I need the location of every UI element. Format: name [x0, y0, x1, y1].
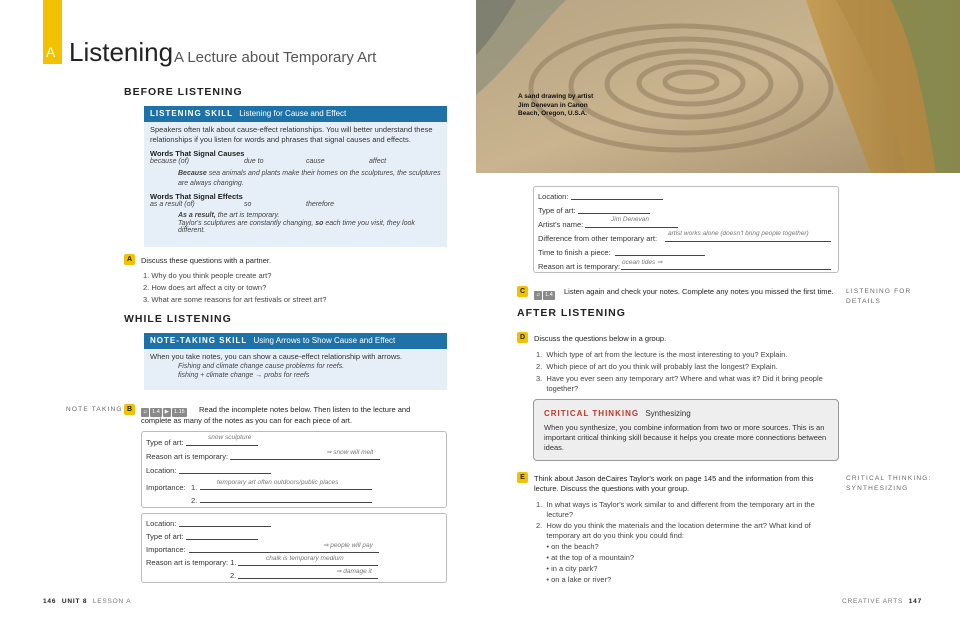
- exercise-a-badge: A: [124, 254, 135, 265]
- card1-reason-label: Reason art is temporary:: [146, 452, 229, 461]
- e-bullet: • at the top of a mountain?: [536, 553, 635, 562]
- exercise-e-instruction-1: Think about Jason deCaires Taylor's work on page 145 and the information from this: [534, 474, 814, 483]
- card3-time-label: Time to finish a piece:: [538, 248, 611, 257]
- cause-word: due to: [244, 158, 264, 165]
- cause-example: Because sea animals and plants make their homes on the sculptures, the sculptures are always changing.: [178, 170, 441, 187]
- question-item: 2. How does art affect a city or town?: [143, 283, 267, 292]
- lesson-label: LESSON A: [92, 598, 132, 605]
- card1-imp2-field[interactable]: [200, 494, 372, 503]
- note-taking-side-label: NOTE TAKING: [66, 406, 123, 413]
- track-number-video: 1.15: [174, 409, 185, 416]
- after-listening-heading: AFTER LISTENING: [517, 307, 626, 319]
- note-skill-example-1: Fishing and climate change cause problems for reefs.: [178, 363, 345, 370]
- card2-importance-label: Importance:: [146, 545, 186, 554]
- card1-imp1-answer: temporary art often outdoors/public places: [217, 479, 339, 486]
- listening-skill-intro: Speakers often talk about cause-effect relationships. You will better understand these relationships if you listen for words and phrases that signal causes and effects.: [150, 125, 433, 144]
- card1-type-answer: snow sculpture: [208, 434, 252, 441]
- photo-caption: A sand drawing by artist Jim Denevan in Canon Beach, Oregon, U.S.A.: [518, 93, 594, 117]
- effect-example-1: As a result, the art is temporary.: [178, 212, 280, 219]
- e-line: 1. In what ways is Taylor's work similar to and different from the temporary art in the: [536, 500, 815, 509]
- cause-word: because (of): [150, 158, 189, 165]
- listening-skill-title: Listening for Cause and Effect: [239, 109, 347, 118]
- cause-word: affect: [369, 158, 387, 165]
- critical-thinking-text: When you synthesize, you combine information from two or more sources. This is an important critical thinking skill because it helps you create more connections between ideas.: [544, 423, 827, 452]
- sand-drawing-photo: [476, 0, 960, 173]
- note-skill-intro: When you take notes, you can show a cause-effect relationship with arrows.: [150, 352, 403, 361]
- card1-imp1-num: 1.: [191, 483, 198, 492]
- note-skill-title: Using Arrows to Show Cause and Effect: [253, 336, 396, 345]
- card1-location-field[interactable]: [179, 465, 271, 474]
- card3-reason-label: Reason art is temporary:: [538, 262, 621, 271]
- exercise-b-badge: B: [124, 404, 135, 415]
- e-line: temporary art do you think you could find:: [536, 531, 684, 540]
- listening-skill-tag: LISTENING SKILL: [150, 109, 233, 118]
- headphones-icon: ♫: [143, 409, 148, 416]
- listening-skill-box: [144, 106, 447, 247]
- question-item: 1. Which type of art from the lecture is the most interesting to you? Explain.: [536, 350, 788, 359]
- card2-reason-label: Reason art is temporary: 1.: [146, 558, 237, 567]
- card1-location-label: Location:: [146, 466, 177, 475]
- question-item-cont: together?: [536, 384, 579, 393]
- question-item: 2. Which piece of art do you think will probably last the longest? Explain.: [536, 362, 778, 371]
- critical-thinking-header: [544, 409, 691, 418]
- listening-skill-header: [144, 106, 447, 122]
- card3-type-field[interactable]: [578, 205, 650, 214]
- card1-reason-answer: ⇒ snow will melt: [326, 449, 374, 456]
- e-line: 2. How do you think the materials and the location determine the art? What kind of: [536, 521, 811, 530]
- listening-details-side-label: LISTENING FOR DETAILS: [846, 288, 912, 305]
- exercise-a-instruction: Discuss these questions with a partner.: [141, 256, 272, 265]
- card2-type-label: Type of art:: [146, 532, 184, 541]
- critical-thinking-side-label: CRITICAL THINKING: SYNTHESIZING: [846, 475, 932, 492]
- unit-label: UNIT 8: [61, 598, 88, 605]
- card2-importance-answer: ⇒ people will pay: [323, 542, 373, 549]
- beach-spiral-image: [476, 0, 960, 173]
- effect-word: therefore: [306, 201, 335, 208]
- lesson-letter: A: [46, 44, 56, 60]
- critical-thinking-title: Synthesizing: [645, 409, 691, 418]
- card3-time-field[interactable]: [615, 247, 705, 256]
- card3-type-label: Type of art:: [538, 206, 576, 215]
- e-line: lecture?: [536, 510, 574, 519]
- exercise-d-instruction: Discuss the questions below in a group.: [534, 334, 667, 343]
- card3-reason-answer: ocean tides ⇒: [622, 259, 663, 266]
- question-item: 3. What are some reasons for art festivals or street art?: [143, 295, 327, 304]
- track-number: 1.4: [152, 409, 160, 416]
- question-item: 3. Have you ever seen any temporary art? Where and what was it? Did it bring people: [536, 374, 823, 383]
- effect-word: as a result (of): [150, 201, 195, 208]
- effects-heading: Words That Signal Effects: [150, 192, 243, 201]
- chapter-label: CREATIVE ARTS: [842, 598, 904, 605]
- page-subtitle: A Lecture about Temporary Art: [174, 49, 377, 66]
- card3-diff-label: Difference from other temporary art:: [538, 234, 658, 243]
- left-page-number: 146: [43, 598, 57, 605]
- exercise-c-instruction: Listen again and check your notes. Complete any notes you missed the first time.: [564, 287, 834, 296]
- exercise-e-instruction-2: lecture. Discuss the questions with your group.: [534, 484, 690, 493]
- card2-location-label: Location:: [146, 519, 177, 528]
- card1-imp2-num: 2.: [191, 496, 198, 505]
- note-skill-header: [144, 333, 447, 349]
- exercise-b-instruction: Read the incomplete notes below. Then listen to the lecture and complete as many of the notes as you can for each piece of art.: [141, 405, 411, 425]
- card2-reason2-answer: ⇒ damage it: [336, 568, 372, 575]
- headphones-icon: ♫: [536, 292, 541, 299]
- right-page-number: 147: [908, 598, 922, 605]
- exercise-c-audio: [534, 287, 556, 305]
- effect-example-2: Taylor's sculptures are constantly changing, so each time you visit, they look different.: [178, 220, 415, 234]
- before-listening-heading: BEFORE LISTENING: [124, 86, 243, 98]
- note-skill-tag: NOTE-TAKING SKILL: [150, 336, 248, 345]
- card1-type-label: Type of art:: [146, 438, 184, 447]
- causes-heading: Words That Signal Causes: [150, 149, 245, 158]
- card2-type-field[interactable]: [186, 531, 258, 540]
- card3-location-field[interactable]: [571, 191, 663, 200]
- card3-name-answer: Jim Denevan: [611, 216, 649, 223]
- track-number: 1.4: [545, 292, 553, 299]
- card2-reason2-num: 2.: [230, 571, 237, 580]
- critical-thinking-tag: CRITICAL THINKING: [544, 409, 640, 418]
- exercise-e-badge: E: [517, 472, 528, 483]
- card1-importance-label: Importance:: [146, 483, 186, 492]
- e-bullet: • on the beach?: [536, 542, 599, 551]
- card3-name-label: Artist's name:: [538, 220, 584, 229]
- cause-word: cause: [306, 158, 325, 165]
- question-item: 1. Why do you think people create art?: [143, 271, 272, 280]
- card2-location-field[interactable]: [179, 518, 271, 527]
- exercise-d-badge: D: [517, 332, 528, 343]
- e-bullet: • on a lake or river?: [536, 575, 612, 584]
- exercise-c-badge: C: [517, 286, 528, 297]
- effect-word: so: [244, 201, 252, 208]
- e-bullet: • in a city park?: [536, 564, 598, 573]
- card3-diff-answer: artist works alone (doesn't bring people together): [668, 230, 809, 237]
- page-title: Listening: [69, 37, 174, 67]
- note-taking-skill-box: [144, 333, 447, 390]
- card2-reason1-answer: chalk is temporary medium: [266, 555, 344, 562]
- card3-location-label: Location:: [538, 192, 569, 201]
- while-listening-heading: WHILE LISTENING: [124, 313, 232, 325]
- note-skill-example-2: fishing + climate change → probs for reefs: [178, 372, 310, 379]
- video-icon: ▶: [164, 409, 170, 416]
- footer-left: [43, 598, 131, 605]
- footer-right: [842, 598, 922, 605]
